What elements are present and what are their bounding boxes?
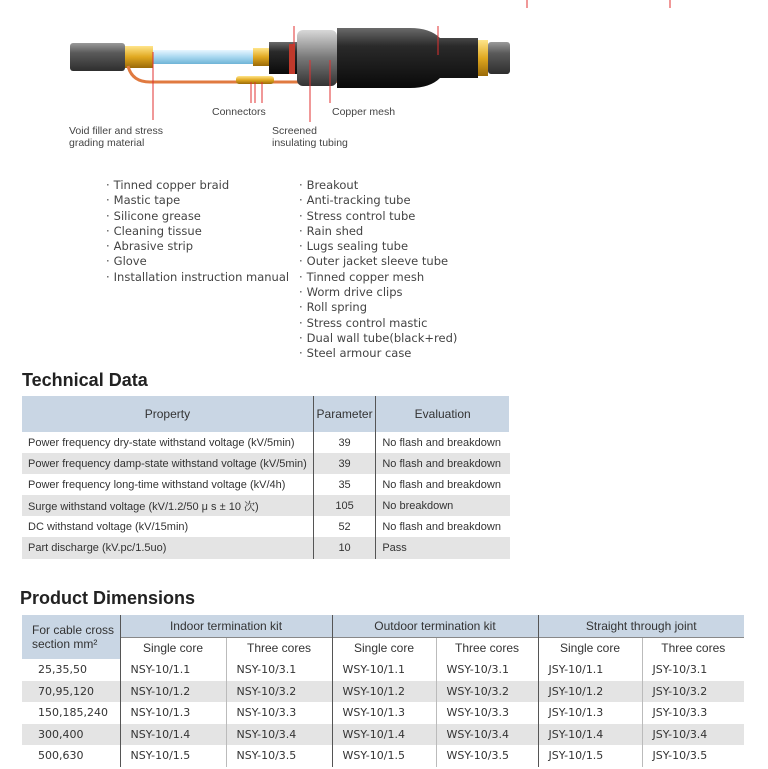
list-item: · Mastic tape xyxy=(106,193,289,208)
callout-screened-line2: insulating tubing xyxy=(272,137,348,149)
right-cable-sheath xyxy=(488,42,510,74)
callout-copper-mesh: Copper mesh xyxy=(332,106,396,118)
cell-model: NSY-10/3.3 xyxy=(226,702,332,724)
cell-model: JSY-10/1.5 xyxy=(538,745,642,767)
cell-property: DC withstand voltage (kV/15min) xyxy=(22,516,313,537)
header-indoor-kit: Indoor termination kit xyxy=(120,615,332,637)
list-item: · Tinned copper mesh xyxy=(299,270,457,285)
cell-evaluation: No flash and breakdown xyxy=(382,478,501,491)
cell-model: WSY-10/1.4 xyxy=(332,724,436,746)
list-item: · Glove xyxy=(106,254,289,269)
cell-model: WSY-10/3.1 xyxy=(436,659,538,681)
cell-evaluation: No breakdown xyxy=(376,495,510,516)
cell-model: NSY-10/3.1 xyxy=(226,659,332,681)
header-evaluation: Evaluation xyxy=(376,396,510,432)
header-property: Property xyxy=(22,396,313,432)
cell-model: NSY-10/3.2 xyxy=(226,681,332,703)
cell-model: JSY-10/1.2 xyxy=(538,681,642,703)
cell-parameter: 35 xyxy=(313,474,376,495)
callout-screened-line1: Screened xyxy=(272,125,317,137)
subheader-three-cores: Three cores xyxy=(436,637,538,659)
list-item: · Roll spring xyxy=(299,300,457,315)
table-row xyxy=(22,724,744,746)
list-item: · Rain shed xyxy=(299,224,457,239)
header-cross-section-line2: section mm² xyxy=(32,637,98,651)
list-item: · Silicone grease xyxy=(106,209,289,224)
cell-model: WSY-10/3.4 xyxy=(436,724,538,746)
header-parameter: Parameter xyxy=(313,396,376,432)
list-item: · Lugs sealing tube xyxy=(299,239,457,254)
cell-evaluation: No flash and breakdown xyxy=(382,436,501,449)
left-cable-sheath xyxy=(70,43,125,71)
callout-void-filler-line2: grading material xyxy=(69,137,145,149)
cell-model: JSY-10/1.3 xyxy=(538,702,642,724)
table-row xyxy=(22,516,510,537)
subheader-single-core: Single core xyxy=(332,637,436,659)
cell-model: JSY-10/3.2 xyxy=(642,681,744,703)
product-dimensions-heading: Product Dimensions xyxy=(20,588,196,608)
header-straight-joint: Straight through joint xyxy=(538,615,744,637)
subheader-three-cores: Three cores xyxy=(226,637,332,659)
table-row xyxy=(22,495,510,516)
callout-void-filler xyxy=(69,125,163,149)
cell-model: WSY-10/3.5 xyxy=(436,745,538,767)
cell-parameter: 39 xyxy=(313,432,376,453)
cell-model: NSY-10/3.4 xyxy=(226,724,332,746)
cell-model: NSY-10/1.1 xyxy=(120,659,226,681)
left-gold-band xyxy=(125,46,153,68)
cell-property: Part discharge (kV.pc/1.5uo) xyxy=(22,537,313,558)
blue-insulation xyxy=(153,50,253,64)
cell-property: Power frequency long-time withstand voltage (kV/4h) xyxy=(22,474,313,495)
product-dimensions-table xyxy=(22,615,744,767)
cell-cross-section: 500,630 xyxy=(38,749,84,763)
connector-part xyxy=(253,48,269,66)
subheader-single-core: Single core xyxy=(538,637,642,659)
cell-property: Power frequency dry-state withstand voltage (kV/5min) xyxy=(22,432,313,453)
technical-data-table xyxy=(22,396,510,559)
list-item: · Installation instruction manual xyxy=(106,270,289,285)
cell-model: WSY-10/1.2 xyxy=(332,681,436,703)
cell-cross-section: 300,400 xyxy=(22,724,120,746)
cell-model: JSY-10/3.4 xyxy=(642,724,744,746)
cell-parameter: 105 xyxy=(313,495,376,516)
cell-model: JSY-10/1.4 xyxy=(538,724,642,746)
table-row xyxy=(22,702,744,724)
cell-model: NSY-10/3.5 xyxy=(226,745,332,767)
table-row xyxy=(22,745,744,767)
list-item: · Worm drive clips xyxy=(299,285,457,300)
cell-evaluation: No flash and breakdown xyxy=(382,520,501,533)
cell-model: NSY-10/1.4 xyxy=(120,724,226,746)
cell-model: JSY-10/1.1 xyxy=(538,659,642,681)
subheader-three-cores: Three cores xyxy=(642,637,744,659)
list-item: · Abrasive strip xyxy=(106,239,289,254)
list-item: · Stress control tube xyxy=(299,209,457,224)
header-cross-section-line1: For cable cross xyxy=(32,623,115,637)
cell-model: JSY-10/3.5 xyxy=(642,745,744,767)
table-row xyxy=(22,453,510,474)
cell-model: WSY-10/1.1 xyxy=(332,659,436,681)
components-list-right xyxy=(299,178,457,362)
cell-model: JSY-10/3.3 xyxy=(642,702,744,724)
cable-joint-diagram xyxy=(0,0,768,160)
header-cross-section xyxy=(22,615,120,659)
cell-model: NSY-10/1.5 xyxy=(120,745,226,767)
red-layer xyxy=(289,44,295,74)
cell-model: JSY-10/3.1 xyxy=(642,659,744,681)
table-row xyxy=(22,681,744,703)
list-item: · Dual wall tube(black+red) xyxy=(299,331,457,346)
header-outdoor-kit: Outdoor termination kit xyxy=(332,615,538,637)
cell-cross-section: 70,95,120 xyxy=(22,681,120,703)
cell-model: WSY-10/1.5 xyxy=(332,745,436,767)
cell-model: NSY-10/1.2 xyxy=(120,681,226,703)
table-row xyxy=(22,537,510,558)
list-item: · Stress control mastic xyxy=(299,316,457,331)
list-item: · Breakout xyxy=(299,178,457,193)
list-item: · Outer jacket sleeve tube xyxy=(299,254,457,269)
callout-connectors: Connectors xyxy=(212,106,266,118)
main-joint-body xyxy=(337,28,478,88)
list-item: · Tinned copper braid xyxy=(106,178,289,193)
cell-model: NSY-10/1.3 xyxy=(120,702,226,724)
table-row xyxy=(22,474,510,495)
callout-screened-tubing xyxy=(272,125,348,149)
subheader-single-core: Single core xyxy=(120,637,226,659)
cell-model: WSY-10/1.3 xyxy=(332,702,436,724)
cell-model: WSY-10/3.2 xyxy=(436,681,538,703)
copper-mesh-part xyxy=(297,30,337,86)
cell-property: Power frequency damp-state withstand voltage (kV/5min) xyxy=(22,453,313,474)
table-row xyxy=(22,659,744,681)
list-item: · Steel armour case xyxy=(299,346,457,361)
cell-parameter: 39 xyxy=(313,453,376,474)
technical-data-heading: Technical Data xyxy=(22,370,148,390)
table-row xyxy=(22,432,510,453)
list-item: · Cleaning tissue xyxy=(106,224,289,239)
cell-parameter: 10 xyxy=(313,537,376,558)
cell-property: Surge withstand voltage (kV/1.2/50 μ s ± 10 次) xyxy=(22,495,313,516)
cell-parameter: 52 xyxy=(313,516,376,537)
right-gold-band xyxy=(478,40,488,76)
cell-evaluation: Pass xyxy=(376,537,510,558)
components-list-left xyxy=(106,178,289,285)
cell-cross-section: 25,35,50 xyxy=(38,663,87,677)
cell-model: WSY-10/3.3 xyxy=(436,702,538,724)
cell-cross-section: 150,185,240 xyxy=(38,706,108,720)
callout-void-filler-line1: Void filler and stress xyxy=(69,125,163,137)
cell-evaluation: No flash and breakdown xyxy=(376,453,510,474)
list-item: · Anti-tracking tube xyxy=(299,193,457,208)
